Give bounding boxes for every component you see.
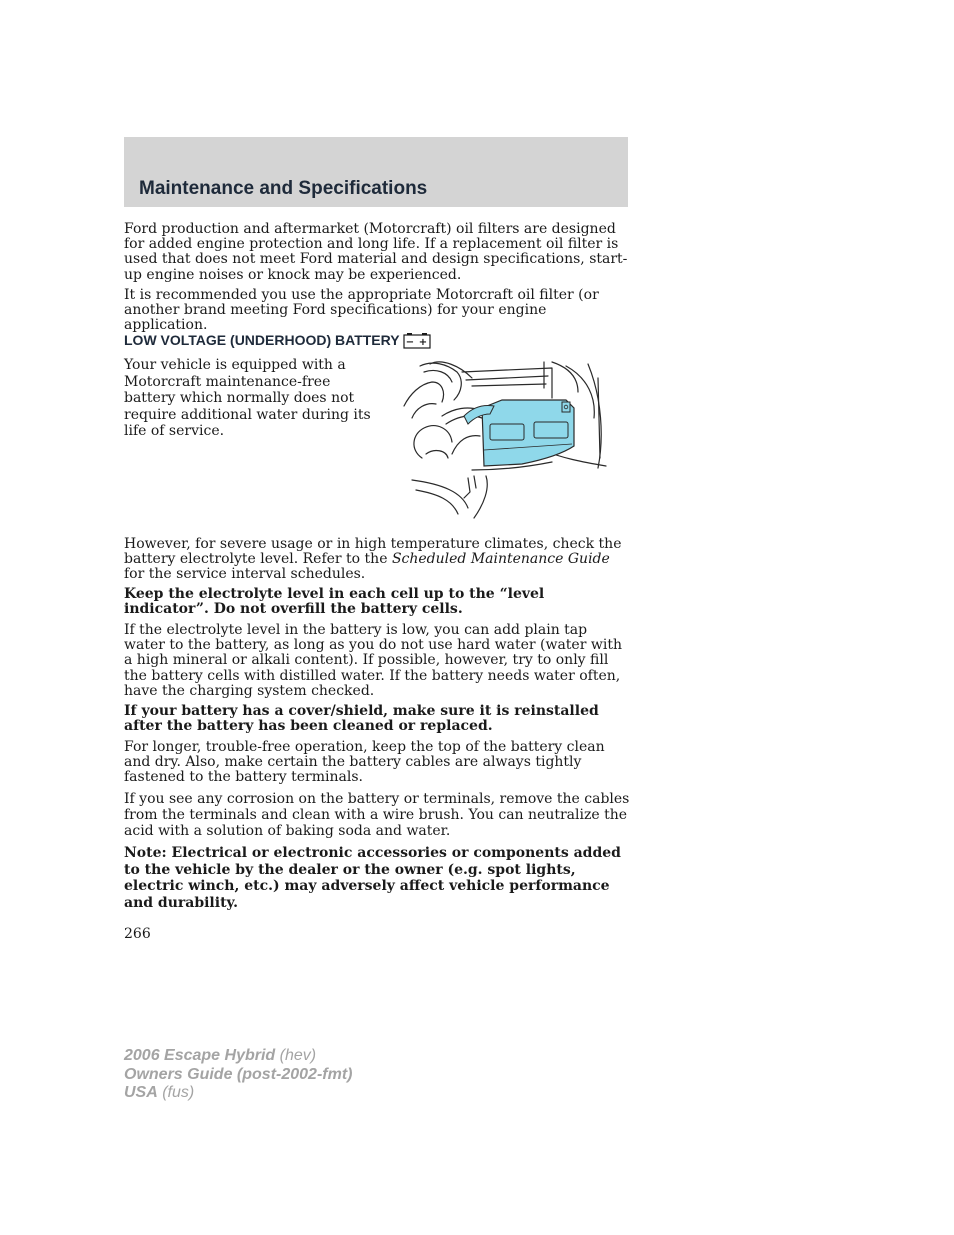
accessories-note: Note: Electrical or electronic accessories or components added to the vehicle by the dealer or the owner (e.g. spot lights, electric winch, etc.) may adversely affect vehicle performance and durability. <box>124 845 621 911</box>
battery-icon <box>403 333 431 349</box>
tap-water-paragraph: If the electrolyte level in the battery is low, you can add plain tap water to the battery, as long as you do not use hard water (water with a high mineral or alkali content). If possible, however, try to only fill the battery cells with distilled water. If the battery needs water often, have the charging system checked. <box>124 622 622 699</box>
cover-shield-warning: If your battery has a cover/shield, make sure it is reinstalled after the battery has been cleaned or replaced. <box>124 703 599 735</box>
footer-line-model <box>124 1047 352 1066</box>
footer-region-code: (fus) <box>157 1084 195 1101</box>
scheduled-maintenance-guide-reference: Scheduled Maintenance Guide <box>391 551 610 568</box>
battery-illustration <box>402 358 608 522</box>
battery-intro-paragraph: Your vehicle is equipped with a Motorcraft maintenance-free battery which normally does not require additional water during its life of service. <box>124 357 371 439</box>
footer-model-code: (hev) <box>275 1047 317 1064</box>
footer-region: USA <box>124 1084 158 1101</box>
battery-heading-text: LOW VOLTAGE (UNDERHOOD) BATTERY <box>124 332 400 348</box>
battery-clean-paragraph: For longer, trouble-free operation, keep the top of the battery clean and dry. Also, make certain the battery cables are always tightly fastened to the battery terminals. <box>124 739 605 786</box>
corrosion-paragraph: If you see any corrosion on the battery or terminals, remove the cables from the terminals and clean with a wire brush. You can neutralize the acid with a solution of baking soda and water. <box>124 791 630 839</box>
footer-line-guide <box>124 1066 352 1085</box>
battery-check-text-start: However, for severe usage or in high temperature climates, check the battery electrolyte level. Refer to the <box>124 536 622 568</box>
footer-guide: Owners Guide (post-2002-fmt) <box>124 1065 353 1083</box>
battery-icon-plus: + <box>418 337 427 348</box>
battery-section-heading <box>124 332 431 348</box>
footer-line-region <box>124 1084 352 1103</box>
section-title: Maintenance and Specifications <box>139 178 428 199</box>
battery-check-paragraph <box>124 537 630 583</box>
document-footer <box>124 1047 352 1103</box>
battery-icon-minus: − <box>405 337 414 348</box>
battery-highlight <box>464 400 574 466</box>
intro-paragraph-oil-filters: Ford production and aftermarket (Motorcraft) oil filters are designed for added engine protection and long life. If a replacement oil filter is used that does not meet Ford material and design specifications, start-up engine noises or knock may be experienced. <box>124 221 628 283</box>
section-header-band <box>124 137 628 207</box>
page-number: 266 <box>124 926 151 942</box>
electrolyte-warning: Keep the electrolyte level in each cell up to the “level indicator”. Do not overfill the battery cells. <box>124 586 545 618</box>
footer-model: 2006 Escape Hybrid <box>124 1047 276 1064</box>
intro-paragraph-recommendation: It is recommended you use the appropriate Motorcraft oil filter (or another brand meeting Ford specifications) for your engine application. <box>124 287 599 334</box>
battery-check-text-end: for the service interval schedules. <box>124 566 366 583</box>
